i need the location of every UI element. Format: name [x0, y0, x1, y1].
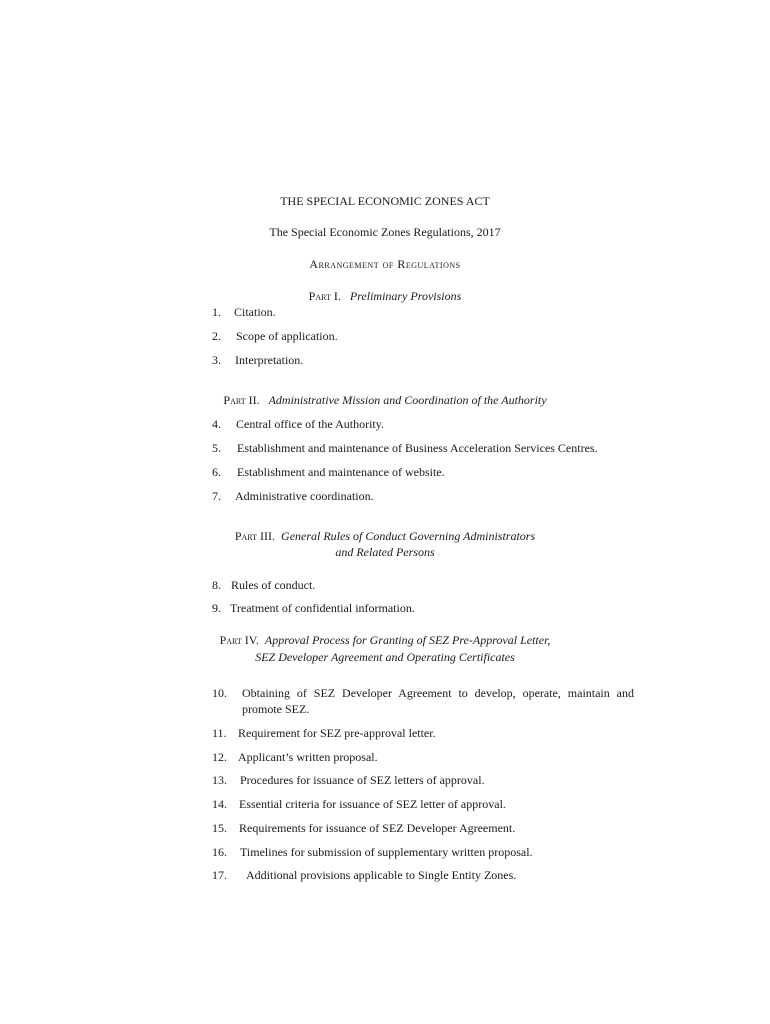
item-number: 2. [212, 329, 221, 343]
item-text: Applicant’s written proposal. [238, 750, 378, 764]
part-3-title-line2: and Related Persons [335, 545, 435, 559]
toc-item [212, 464, 445, 480]
part-3-label: Part III. [234, 529, 276, 543]
toc-item [212, 685, 636, 717]
regulations-title: The Special Economic Zones Regulations, 2017 [269, 225, 501, 239]
part-1-heading [0, 289, 770, 303]
item-text: Timelines for submission of supplementary written proposal. [240, 845, 533, 859]
item-number: 12. [212, 750, 227, 764]
toc-item [212, 749, 378, 765]
item-number: 14. [212, 797, 227, 811]
item-text: Requirements for issuance of SEZ Developer Agreement. [239, 821, 516, 835]
item-text: Citation. [234, 305, 276, 319]
item-number: 13. [212, 773, 227, 787]
item-number: 8. [212, 578, 221, 592]
part-2-heading [0, 393, 770, 407]
item-text: Rules of conduct. [231, 578, 316, 592]
item-number: 3. [212, 353, 221, 367]
act-title: THE SPECIAL ECONOMIC ZONES ACT [280, 194, 490, 208]
item-text: Procedures for issuance of SEZ letters of approval. [240, 773, 485, 787]
item-number: 10. [212, 686, 227, 700]
part-2-label: Part II. [223, 393, 260, 407]
item-text: Obtaining of SEZ Developer Agreement to develop, operate, maintain and promote SEZ. [242, 686, 634, 716]
toc-item [212, 440, 598, 456]
part-3-heading [0, 529, 770, 543]
item-number: 1. [212, 305, 221, 319]
part-4-heading [0, 633, 770, 647]
item-number: 15. [212, 821, 227, 835]
toc-item [212, 844, 533, 860]
toc-item [212, 352, 303, 368]
toc-item [212, 328, 338, 344]
item-text: Requirement for SEZ pre-approval letter. [238, 726, 436, 740]
item-text: Interpretation. [235, 353, 304, 367]
toc-item [212, 416, 384, 432]
toc-item [212, 488, 374, 504]
toc-item [212, 304, 276, 320]
part-3-title-line1: General Rules of Conduct Governing Administrators [281, 529, 536, 543]
part-1-title: Preliminary Provisions [349, 289, 462, 303]
toc-item [212, 796, 506, 812]
item-number: 6. [212, 465, 221, 479]
part-2-title: Administrative Mission and Coordination of the Authority [268, 393, 547, 407]
toc-item [212, 725, 436, 741]
part-4-title-line1: Approval Process for Granting of SEZ Pre-Approval Letter, [264, 633, 551, 647]
item-number: 4. [212, 417, 221, 431]
item-number: 7. [212, 489, 221, 503]
item-text: Treatment of confidential information. [230, 601, 415, 615]
toc-item [212, 577, 315, 593]
item-number: 5. [212, 441, 221, 455]
item-text: Central office of the Authority. [236, 417, 384, 431]
toc-item [212, 867, 516, 883]
item-text: Establishment and maintenance of Business Acceleration Services Centres. [237, 441, 598, 455]
item-number: 17. [212, 868, 227, 882]
item-text: Establishment and maintenance of website. [237, 465, 445, 479]
item-number: 16. [212, 845, 227, 859]
toc-item [212, 600, 415, 616]
item-text: Administrative coordination. [235, 489, 374, 503]
toc-item [212, 820, 515, 836]
item-number: 11. [212, 726, 227, 740]
arrangement-heading: Arrangement of Regulations [309, 257, 461, 271]
item-text: Essential criteria for issuance of SEZ letter of approval. [239, 797, 506, 811]
item-text: Scope of application. [236, 329, 338, 343]
part-1-label: Part I. [308, 289, 341, 303]
item-text: Additional provisions applicable to Single Entity Zones. [246, 868, 517, 882]
item-number: 9. [212, 601, 221, 615]
part-4-title-line2: SEZ Developer Agreement and Operating Certificates [255, 650, 515, 664]
part-4-label: Part IV. [219, 633, 259, 647]
toc-item [212, 772, 485, 788]
